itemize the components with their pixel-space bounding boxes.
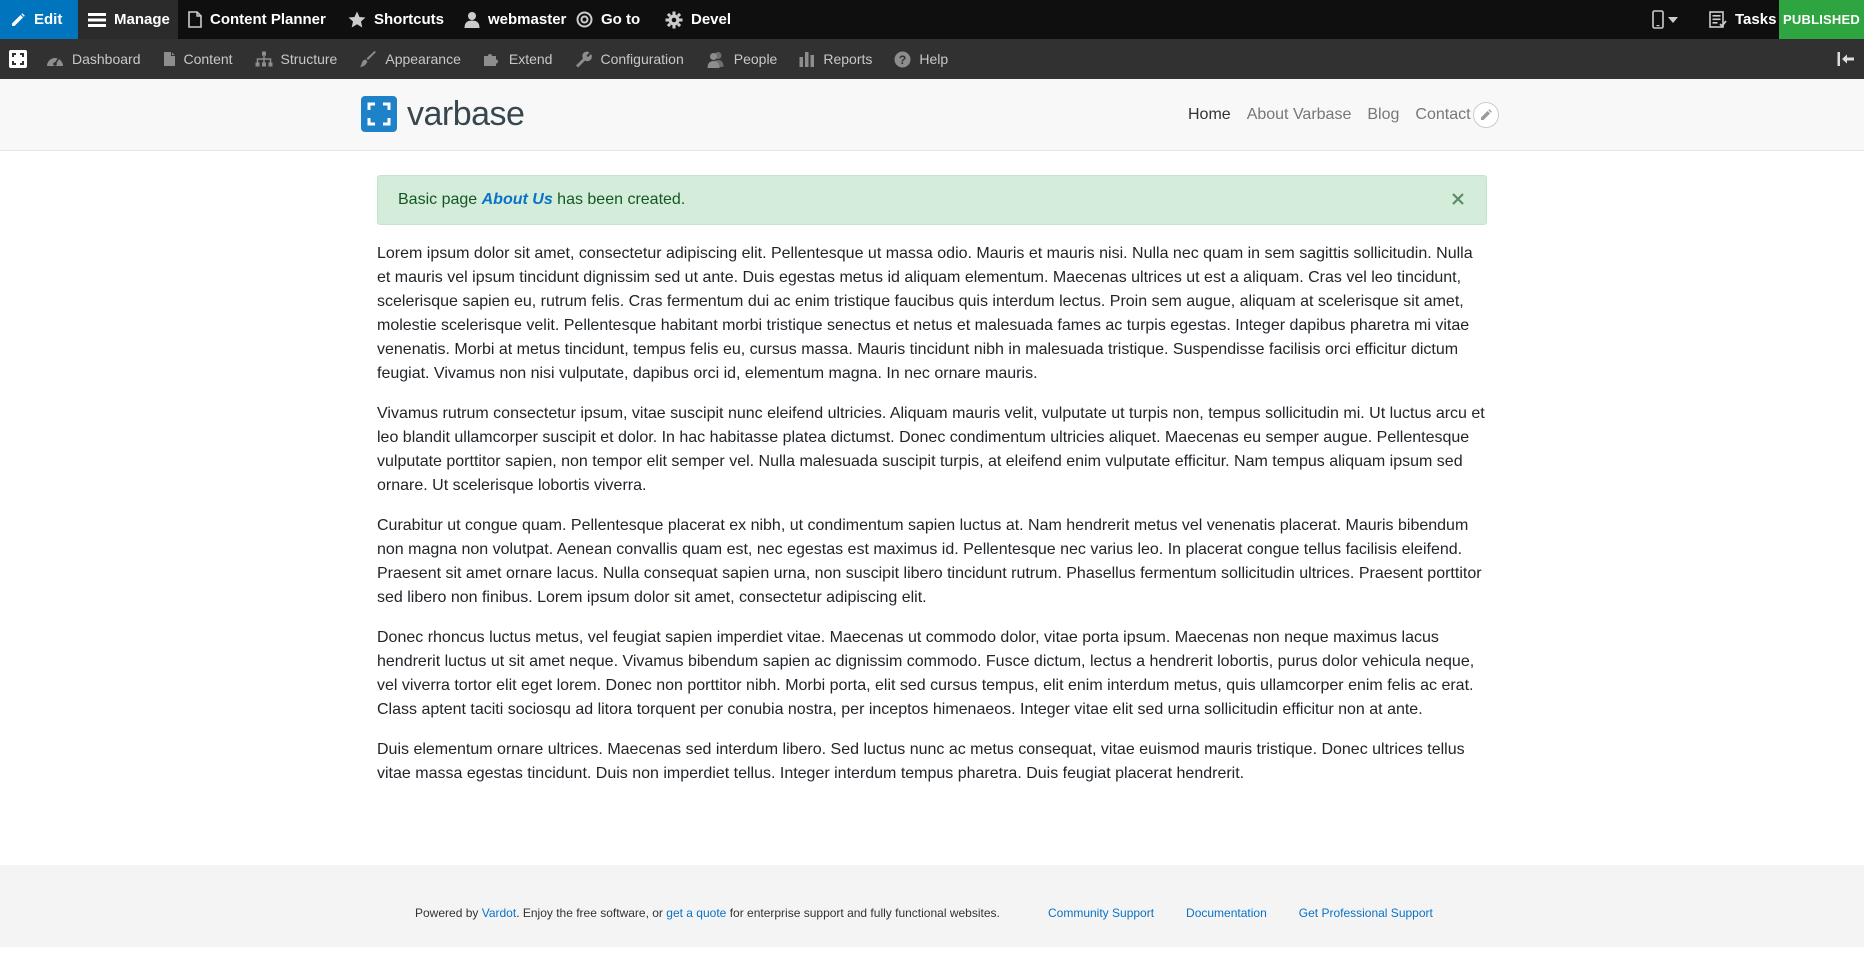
status-message [377,175,1487,225]
get-professional-support-link[interactable]: Get Professional Support [1298,906,1433,920]
manage-label: Manage [114,11,170,28]
svg-text:?: ? [899,52,907,67]
manage-button[interactable] [78,0,178,39]
status-page-link[interactable]: About Us [481,191,553,208]
admin-toolbar [0,0,1864,39]
toolbar-orientation-toggle[interactable] [1832,39,1860,79]
devel-label: Devel [691,11,732,28]
body-paragraph: Lorem ipsum dolor sit amet, consectetur adipiscing elit. Pellentesque ut massa odio. Mauris et mauris nisi. Nulla nec quam in sem sagittis sollicitudin. Nulla et mauris vel ipsum tincidunt dignissim sed ut ante. Duis egestas metus id aliquam elementum. Maecenas ultrices ut est a aliquam. Cras vel leo tincidunt, scelerisque sapien eu, rutrum felis. Cras fermentum dui ac enim tristique faucibus quis interdum lectus. Proin sem augue, aliquam at scelerisque sit amet, molestie scelerisque velit. Pellentesque habitant morbi tristique senectus et netus et malesuada fames ac turpis egestas. Integer dapibus pharetra mi vitae venenatis. Morbi at metus tincidunt, tempus felis eu, cursus massa. Mauris tincidunt nibh in malesuada tristique. Suspendisse facilisis orci efficitur dictum feugiat. Vivamus non nisi vulputate, dapibus orci id, elementum magna. In nec ornare mauris. [377,245,1473,382]
tray-item-label: People [733,51,778,67]
tasks-icon [1709,11,1727,28]
tasks-button[interactable] [1701,0,1779,39]
varbase-brand-icon [361,96,397,132]
documentation-link[interactable]: Documentation [1186,906,1267,920]
site-footer [0,865,1864,947]
tray-item-extend[interactable] [473,39,565,79]
varbase-logo-icon [8,49,28,69]
footer-powered-by [415,906,1000,920]
tray-item-help[interactable] [884,39,960,79]
body-paragraph: Duis elementum ornare ultrices. Maecenas sed interdum libero. Sed luctus nunc ac metus consequat, vitae euismod mauris tristique. Donec ultrices tellus vitae massa egestas tincidunt. Duis non imperdiet tellus. Integer interdum tempus pharetra. Duis feugiat placerat hendrerit. [377,741,1465,782]
structure-icon [255,51,273,67]
admin-tray [0,39,1864,79]
edit-label: Edit [34,11,63,28]
page-body [377,242,1489,802]
body-paragraph: Curabitur ut congue quam. Pellentesque placerat ex nibh, ut condimentum sapien luctus at. Nam hendrerit metus vel venenatis placerat. Mauris bibendum non magna non volutpat. Aenean convallis quam est, nec egestas est maximus id. Pellentesque nec varius leo. In placerat congue tellus facilisis eleifend. Praesent sit amet ornare lacus. Nulla consequat sapien urna, non suscipit libero tincidunt rutrum. Phasellus fermentum sollicitudin ultrices. Praesent porttitor sed libero non finibus. Lorem ipsum dolor sit amet, consectetur adipiscing elit. [377,517,1482,606]
footer-text: . Enjoy the free software, or [516,906,663,920]
tray-item-label: Dashboard [72,51,141,67]
people-icon [706,51,726,68]
get-a-quote-link[interactable]: get a quote [666,906,727,920]
body-paragraph: Donec rhoncus luctus metus, vel feugiat sapien imperdiet vitae. Maecenas ut commodo dolor, vitae porta ipsum. Maecenas non neque maximus lacus hendrerit luctus ut sit amet neque. Vivamus bibendum sapien ac dignissim commodo. Fusce dictum, lectus a hendrerit lobortis, purus dolor vehicula neque, vel viverra tortor elit eget lorem. Donec non porttitor nibh. Morbi porta, elit sed cursus tempus, elit enim interdum metus, quis ullamcorper enim felis ac erat. Class aptent taciti sociosqu ad litora torquent per conubia nostra, per inceptos himenaeos. Integer vitae elit sed urna sollicitudin efficitur non at ante. [377,629,1475,718]
nav-link-contact[interactable]: Contact [1415,106,1471,123]
content-planner-label: Content Planner [210,11,326,28]
tray-item-dashboard[interactable] [36,39,153,79]
tray-item-people[interactable] [696,39,790,79]
gear-icon [665,11,683,29]
site-header [0,79,1864,151]
tray-item-structure[interactable] [245,39,350,79]
nav-link-blog[interactable]: Blog [1367,106,1400,123]
status-suffix: has been created. [552,191,686,208]
tray-item-label: Help [919,51,949,67]
tasks-label: Tasks [1735,11,1777,28]
tray-item-content[interactable] [153,39,245,79]
star-icon [348,11,366,28]
brand-base: base [452,95,525,133]
tray-item-label: Structure [280,51,338,67]
pencil-icon [1480,109,1492,121]
help-icon [894,51,911,68]
varbase-toolbar-logo[interactable] [0,39,36,79]
goto-label: Go to [601,11,641,28]
main-navigation [1180,101,1499,129]
tray-item-label: Appearance [385,51,461,67]
tray-item-label: Content [183,51,233,67]
brand-var: var [407,95,453,133]
close-icon [1451,192,1465,206]
tray-item-label: Reports [823,51,873,67]
pencil-icon [10,12,26,28]
goto-icon [576,11,593,28]
collapse-tray-icon [1837,52,1855,66]
status-prefix: Basic page [398,191,482,208]
tray-item-configuration[interactable] [564,39,695,79]
document-icon [188,11,202,28]
close-message-button[interactable] [1448,189,1468,209]
shortcuts-button[interactable] [338,0,454,39]
caret-down-icon [1668,17,1678,23]
site-logo[interactable] [361,96,524,132]
body-paragraph: Vivamus rutrum consectetur ipsum, vitae suscipit nunc eleifend ultricies. Aliquam mauris velit, vulputate ut turpis non, tempus sollicitudin mi. Ut luctus arcu et leo blandit ullamcorper suscipit et dolor. In hac habitasse platea dictumst. Donec condimentum ultricies aliquet. Maecenas eu semper augue. Pellentesque vulputate porttitor sapien, non tempor elit semper vel. Nulla malesuada suscipit turpis, at eleifend enim vulputate efficitur. Nam tempus aliquam ipsum sed ornare. Ut scelerisque lobortis viverra. [377,405,1485,494]
nav-link-about-varbase[interactable]: About Varbase [1246,106,1352,123]
user-icon [464,11,480,28]
user-menu-button[interactable] [454,0,566,39]
hamburger-icon [88,12,106,28]
bar-chart-icon [799,51,815,67]
vardot-link[interactable]: Vardot [481,906,517,920]
tray-item-reports[interactable] [789,39,884,79]
footer-text: Powered by [415,906,479,920]
published-label: PUBLISHED [1783,12,1860,27]
site-name [407,97,524,131]
user-label: webmaster [488,11,567,28]
community-support-link[interactable]: Community Support [1048,906,1155,920]
wrench-icon [574,50,592,68]
dashboard-icon [46,52,64,67]
content-planner-button[interactable] [178,0,338,39]
tray-item-label: Extend [508,51,553,67]
footer-text: for enterprise support and fully functional websites. [729,906,1000,920]
edit-button[interactable] [0,0,78,39]
mobile-device-icon [1652,10,1664,29]
devel-button[interactable] [655,0,745,39]
published-status-button[interactable] [1779,0,1864,39]
page-icon [163,51,176,67]
contextual-edit-button[interactable] [1473,102,1499,128]
status-message-text [398,191,685,209]
nav-link-home[interactable]: Home [1188,106,1231,123]
footer-links [1048,906,1433,920]
paintbrush-icon [359,51,377,68]
tray-item-appearance[interactable] [349,39,473,79]
shortcuts-label: Shortcuts [374,11,445,28]
tray-item-label: Configuration [600,51,684,67]
puzzle-icon [483,51,501,67]
device-preview-button[interactable] [1629,0,1701,39]
goto-button[interactable] [566,0,655,39]
